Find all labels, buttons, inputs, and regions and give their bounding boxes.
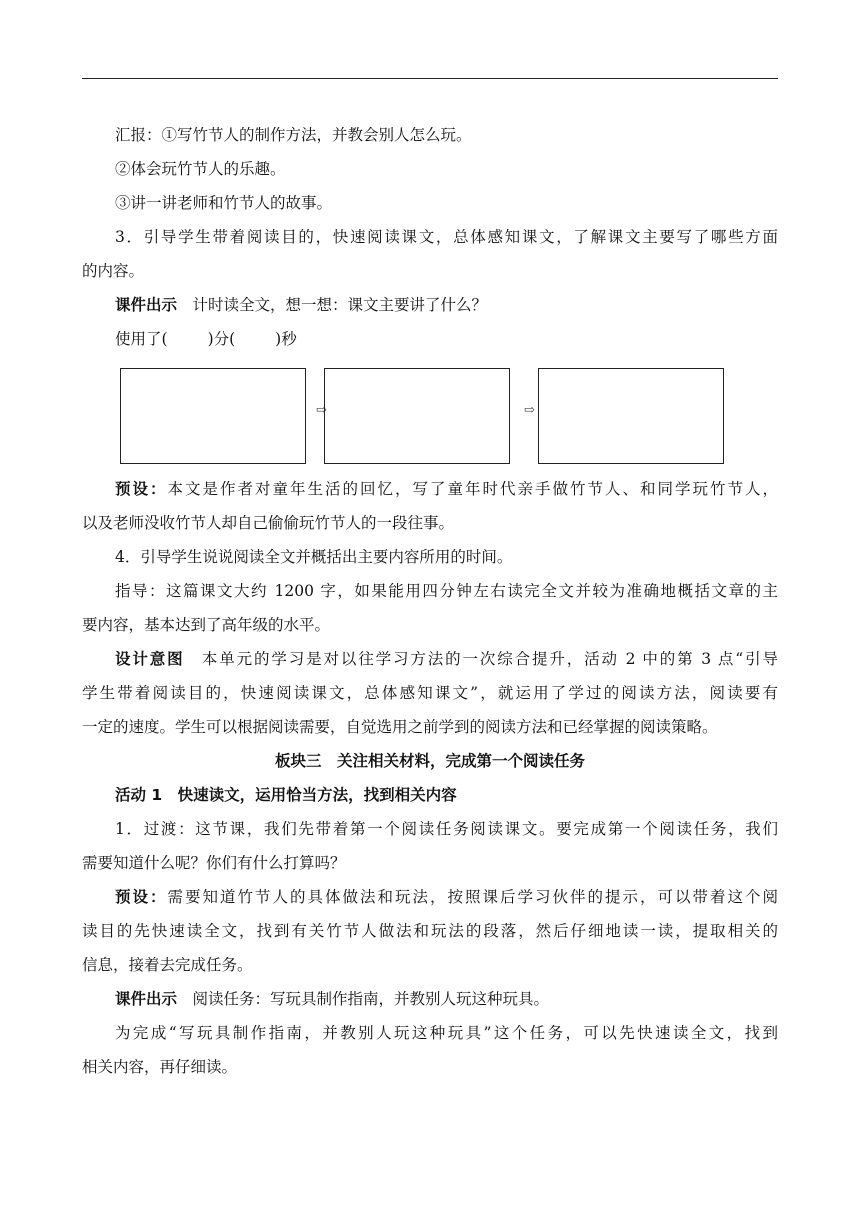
preset2-label: 预设：: [115, 888, 168, 906]
report-line-2: ②体会玩竹节人的乐趣。: [115, 160, 286, 178]
summary-boxes: [82, 360, 778, 470]
preset-text: 本文是作者对童年生活的回忆，写了童年时代亲手做竹节人、和同学玩竹节人，: [167, 480, 778, 498]
step-4-line: 4．引导学生说说阅读全文并概括出主要内容所用的时间。: [115, 548, 513, 566]
step-3-line-2: 的内容。: [82, 262, 145, 280]
guide-line-2: 要内容，基本达到了高年级的水平。: [82, 616, 331, 634]
preset-label: 预设：: [115, 480, 168, 498]
preset-line-1: [82, 472, 778, 506]
arrow-right-icon: ⇨: [316, 403, 327, 418]
summary-box-2: [324, 368, 510, 464]
preset2-line-2: 读目的先快速读全文，找到有关竹节人做法和玩法的段落，然后仔细地读一读，提取相关的: [82, 922, 778, 940]
transition-line-2: 需要知道什么呢？你们有什么打算吗？: [82, 854, 346, 872]
guide-line-1: 指导：这篇课文大约 1200 字，如果能用四分钟左右读完全文并较为准确地概括文章的主: [115, 582, 778, 600]
courseware2-text: 阅读任务：写玩具制作指南，并教别人玩这种玩具。: [192, 990, 550, 1008]
courseware-line-2: [82, 982, 778, 1016]
design-intent-line-3: 一定的速度。学生可以根据阅读需要，自觉选用之前学到的阅读方法和已经掌握的阅读策略。: [82, 718, 718, 736]
design-intent-line-2: 学生带着阅读目的，快速阅读课文，总体感知课文”，就运用了学过的阅读方法，阅读要有: [82, 684, 778, 702]
courseware2-label: 课件出示: [115, 990, 178, 1008]
courseware-line-1: [82, 288, 778, 322]
design-intent-label: 设计意图: [115, 650, 185, 668]
report-line-1: 汇报：①写竹节人的制作方法，并教会别人怎么玩。: [115, 126, 472, 144]
activity-heading: 活动 1 快速读文，运用恰当方法，找到相关内容: [115, 786, 457, 804]
report-line-3: ③讲一讲老师和竹节人的故事。: [115, 194, 333, 212]
preset-line-2: 以及老师没收竹节人却自己偷偷玩竹节人的一段往事。: [82, 514, 455, 532]
task-line-2: 相关内容，再仔细读。: [82, 1058, 238, 1076]
preset2-line-1: [82, 880, 778, 914]
summary-box-3: [538, 368, 724, 464]
design-intent-line-1: [82, 642, 778, 676]
preset2-text: 需要知道竹节人的具体做法和玩法，按照课后学习伙伴的提示，可以带着这个阅: [167, 888, 778, 906]
section-heading: 板块三 关注相关材料，完成第一个阅读任务: [274, 752, 585, 770]
step-3-line-1: 3．引导学生带着阅读目的，快速阅读课文，总体感知课文，了解课文主要写了哪些方面: [115, 228, 778, 246]
task-line-1: 为完成“写玩具制作指南，并教别人玩这种玩具”这个任务，可以先快速读全文，找到: [115, 1024, 778, 1042]
document-body: [82, 118, 778, 1084]
courseware-text: 计时读全文，想一想：课文主要讲了什么？: [192, 296, 488, 314]
time-used-prefix: 使用了(: [115, 330, 168, 348]
summary-box-1: [120, 368, 306, 464]
time-used-minutes: )分(: [207, 330, 236, 348]
courseware-label: 课件出示: [115, 296, 178, 314]
header-rule: [82, 78, 778, 79]
design-intent-text: 本单元的学习是对以往学习方法的一次综合提升，活动 2 中的第 3 点“引导: [201, 650, 778, 668]
arrow-right-icon: ⇨: [524, 403, 535, 418]
time-used-line: [82, 322, 778, 356]
preset2-line-3: 信息，接着去完成任务。: [82, 956, 253, 974]
time-used-seconds: )秒: [275, 330, 297, 348]
transition-line-1: 1．过渡：这节课，我们先带着第一个阅读任务阅读课文。要完成第一个阅读任务，我们: [115, 820, 778, 838]
